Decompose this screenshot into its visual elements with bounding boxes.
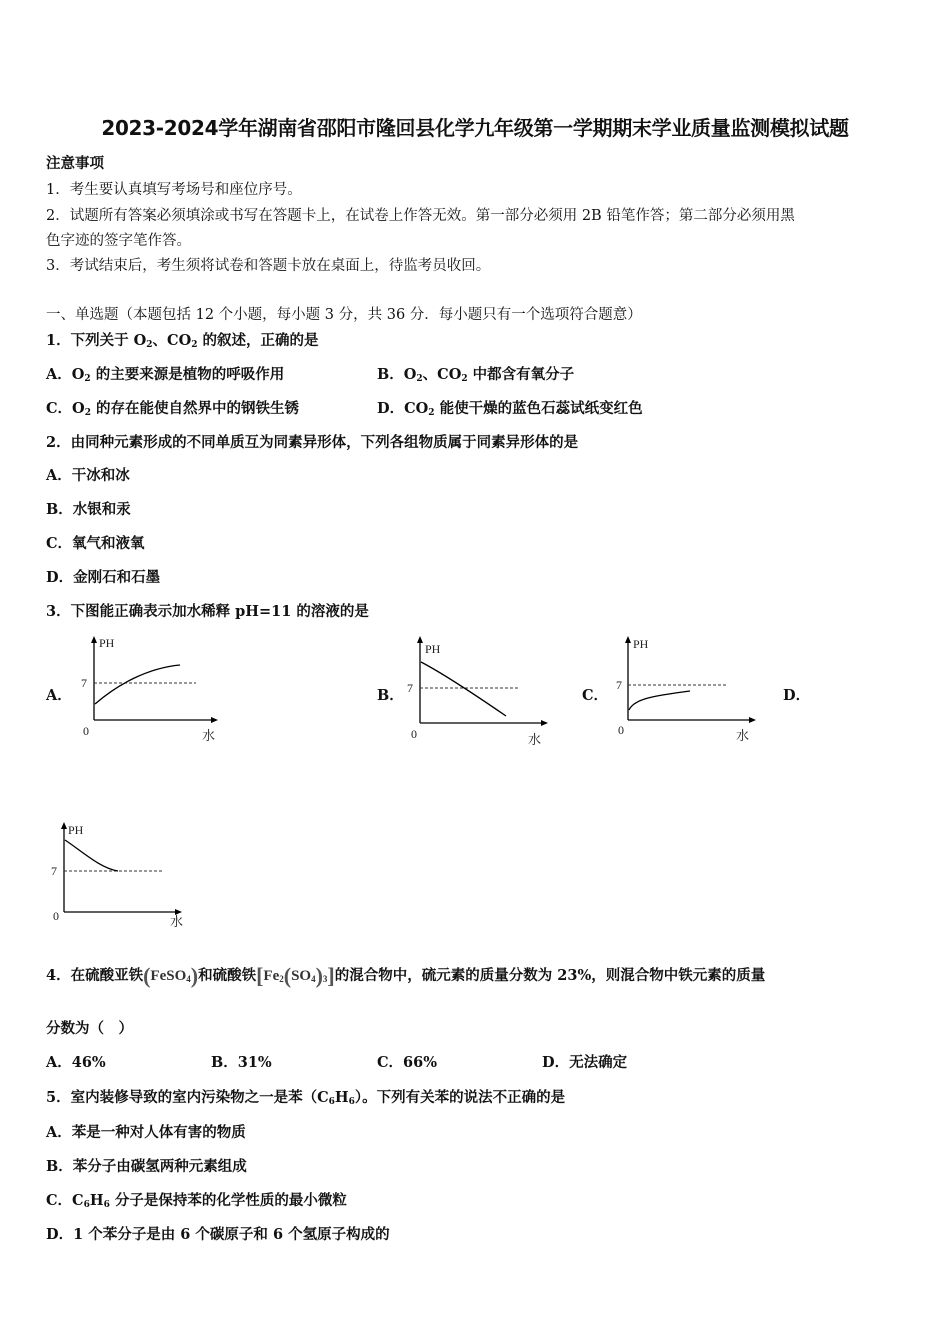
- q1-option-b[interactable]: B．$O_2$、$CO_2$ 中都含有氧分子: [377, 366, 575, 384]
- q5-stem: 5．室内装修导致的室内污染物之一是苯$(C_6H_6)$。下列有关苯的说法不正确的是: [46, 1089, 566, 1107]
- origin-label: 0: [83, 724, 89, 738]
- q3-option-c-label[interactable]: C．: [582, 687, 609, 704]
- x-label: 水: [170, 914, 184, 929]
- y-label: PH: [68, 823, 84, 837]
- q3-graph-d[interactable]: [48, 820, 198, 932]
- q2-option-d[interactable]: D．金刚石和石墨: [46, 569, 161, 586]
- q4-option-a[interactable]: A．46%: [46, 1054, 106, 1071]
- q4-option-c[interactable]: C．66%: [377, 1054, 437, 1071]
- formula-feso4: (FeSO$_4$): [143, 963, 199, 988]
- x-axis-arrow-icon: [541, 720, 548, 726]
- ref-label: 7: [616, 678, 622, 692]
- q5-option-d[interactable]: D．1 个苯分子是由 6 个碳原子和 6 个氢原子构成的: [46, 1226, 390, 1243]
- formula-fe2so43: $[Fe_2(SO_4)_3]$: [256, 963, 335, 988]
- q1-stem: 1．下列关于 $O_2$、$CO_2$ 的叙述，正确的是: [46, 332, 319, 350]
- q2-option-b[interactable]: B．水银和汞: [46, 501, 131, 518]
- q2-option-c[interactable]: C．氧气和液氧: [46, 535, 145, 552]
- ref-label: 7: [81, 676, 87, 690]
- ph-curve: [629, 691, 690, 710]
- section-heading: 一、单选题（本题包括 12 个小题，每小题 3 分，共 36 分．每小题只有一个选项符合题意）: [46, 307, 642, 323]
- origin-label: 0: [618, 723, 624, 737]
- q5-option-a[interactable]: A．苯是一种对人体有害的物质: [46, 1124, 246, 1141]
- y-axis-arrow-icon: [625, 636, 631, 643]
- q1-option-d[interactable]: D．$CO_2$ 能使干燥的蓝色石蕊试纸变红色: [377, 400, 643, 418]
- q3-graph-b[interactable]: [404, 634, 564, 746]
- ref-label: 7: [407, 681, 413, 695]
- notice-item-1: 1．考生要认真填写考场号和座位序号。: [46, 182, 302, 198]
- x-label: 水: [202, 728, 216, 743]
- q1-option-a[interactable]: A．$O_2$ 的主要来源是植物的呼吸作用: [46, 366, 285, 384]
- x-label: 水: [528, 732, 542, 746]
- notice-item-2: 2．试题所有答案必须填涂或书写在答题卡上，在试卷上作答无效。第一部分必须用 2B 铅笔作答；第二部分必须用黑: [46, 208, 795, 224]
- y-axis-arrow-icon: [91, 636, 97, 643]
- y-label: PH: [99, 636, 115, 650]
- q3-option-a-label[interactable]: A．: [46, 687, 72, 704]
- y-axis-arrow-icon: [61, 822, 67, 829]
- y-label: PH: [425, 642, 441, 656]
- q3-stem: 3．下图能正确表示加水稀释 pH=11 的溶液的是: [46, 603, 369, 620]
- ref-label: 7: [51, 864, 57, 878]
- q4-option-b[interactable]: B．31%: [211, 1054, 272, 1071]
- notice-heading: 注意事项: [46, 155, 104, 172]
- q4-option-d[interactable]: D．无法确定: [542, 1054, 628, 1071]
- notice-item-2-cont: 色字迹的签字笔作答。: [46, 233, 191, 249]
- q3-graph-a[interactable]: [78, 634, 238, 746]
- q4-stem: 4．在硫酸亚铁(FeSO$_4$)和硫酸铁$[Fe_2(SO_4)_3]$的混合物中，硫元素的质量分数为 23%，则混合物中铁元素的质量: [46, 963, 766, 988]
- q2-stem: 2．由同种元素形成的不同单质互为同素异形体，下列各组物质属于同素异形体的是: [46, 434, 579, 451]
- ph-curve: [421, 662, 506, 716]
- page-title: 2023-2024学年湖南省邵阳市隆回县化学九年级第一学期期末学业质量监测模拟试题: [101, 116, 849, 140]
- q4-stem-cont: 分数为（ ）: [46, 1020, 133, 1037]
- y-label: PH: [633, 637, 649, 651]
- origin-label: 0: [53, 909, 59, 923]
- y-axis-arrow-icon: [417, 636, 423, 643]
- q3-option-d-label[interactable]: D．: [783, 687, 811, 704]
- q1-option-c[interactable]: C．$O_2$ 的存在能使自然界中的钢铁生锈: [46, 400, 299, 418]
- ph-curve: [65, 840, 118, 871]
- q2-option-a[interactable]: A．干冰和冰: [46, 467, 130, 484]
- x-label: 水: [736, 728, 750, 743]
- q3-option-b-label[interactable]: B．: [377, 687, 404, 704]
- x-axis-arrow-icon: [749, 717, 756, 723]
- q5-option-c[interactable]: C．$C_6H_6$ 分子是保持苯的化学性质的最小微粒: [46, 1192, 347, 1210]
- x-axis-arrow-icon: [211, 717, 218, 723]
- origin-label: 0: [411, 727, 417, 741]
- ph-curve: [95, 665, 180, 704]
- notice-item-3: 3．考试结束后，考生须将试卷和答题卡放在桌面上，待监考员收回。: [46, 258, 491, 274]
- q5-option-b[interactable]: B．苯分子由碳氢两种元素组成: [46, 1158, 247, 1175]
- q3-graph-c[interactable]: [612, 634, 772, 746]
